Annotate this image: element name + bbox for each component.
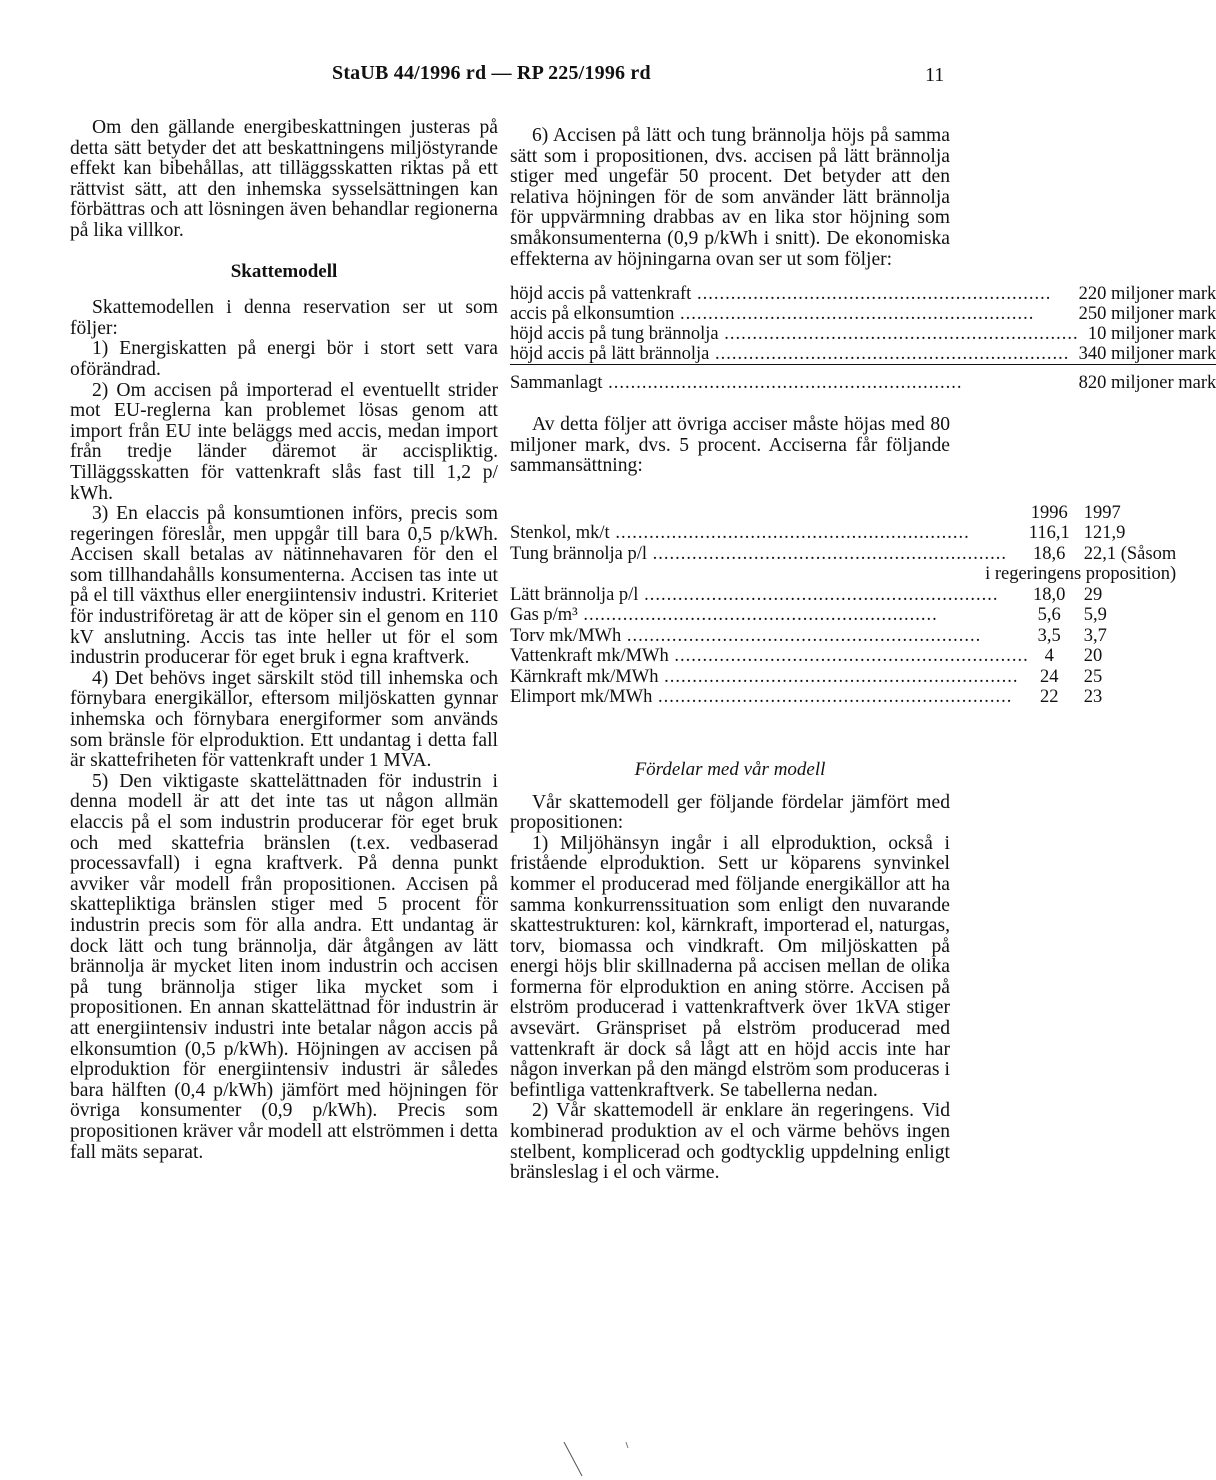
rate-label: Lätt brännolja p/l ..... (510, 585, 1029, 606)
table-note-row (510, 564, 1176, 585)
advantage-2: 2) Vår skattemodell är enklare än regeringens. Vid kombinerad produktion av el och värme behövs ingen stelbent, komplicerad och godtycklig uppdelning enligt bränsleslag i el och värme. (510, 1100, 950, 1184)
effects-label: höjd accis på vattenkraft ..... (510, 284, 1079, 304)
table-row (510, 304, 1216, 324)
rate-label: Elimport mk/MWh ..... (510, 687, 1029, 708)
advantages-intro: Vår skattemodell ger följande fördelar jämfört med propositionen: (510, 791, 950, 834)
page-header (0, 62, 1024, 92)
page-number: 11 (925, 64, 945, 86)
point-4: 4) Det behövs inget särskilt stöd till inhemska och förnybara energikällor, eftersom miljöskatten gynnar inhemska och förnybara energiformer som används som bränsle för elproduktion. Ett undantag i detta fall är skattefriheten för vattenkraft under 1 MVA. (70, 667, 498, 772)
pen-stroke (564, 1442, 582, 1476)
rate-1997: 20 (1083, 646, 1103, 667)
rate-1997: 23 (1083, 687, 1103, 708)
rate-label: Vattenkraft mk/MWh ..... (510, 646, 1029, 667)
table-row (510, 344, 1216, 365)
point-2: 2) Om accisen på importerad el eventuellt strider mot EU-reglerna kan problemet lösas genom att import från EU inte beläggs med accis, medan import från tredje länder däremot är accispliktig. Tilläggsskatten för vattenkraft slås fast till 1,2 p/ kWh. (70, 379, 498, 504)
rate-1997: 3,7 (1083, 625, 1107, 646)
rate-1996: 24 (1039, 666, 1059, 687)
effects-value: 10 miljoner mark (1087, 324, 1216, 345)
subheading-fordelar: Fördelar med vår modell (634, 758, 826, 780)
year-1996-header: 1996 (1030, 502, 1068, 523)
table-header-row (510, 503, 1176, 524)
section-heading-skattemodell: Skattemodell (230, 260, 338, 282)
effects-label: höjd accis på lätt brännolja ..... (510, 344, 1079, 365)
effects-value: 220 miljoner mark (1078, 284, 1216, 305)
year-1997-header: 1997 (1083, 502, 1121, 523)
table-row (510, 667, 1176, 688)
rate-label: Tung brännolja p/l ..... (510, 544, 1029, 565)
rate-label: Torv mk/MWh ..... (510, 626, 1029, 647)
rate-1997: 5,9 (1083, 605, 1107, 626)
total-label: Sammanlagt ..... (510, 365, 1079, 394)
after-table-paragraph: Av detta följer att övriga acciser måste höjas med 80 miljoner mark, dvs. 5 procent. Acciserna får följande sammansättning: (510, 414, 950, 477)
rate-1996: 4 (1044, 646, 1054, 667)
rate-1996: 18,6 (1033, 543, 1066, 564)
rate-1996: 18,0 (1033, 584, 1066, 605)
rate-label: Stenkol, mk/t ..... (510, 523, 1029, 544)
document-title: StaUB 44/1996 rd — RP 225/1996 rd (332, 62, 651, 84)
effects-value: 340 miljoner mark (1078, 344, 1216, 365)
table-row (510, 544, 1176, 565)
table-row (510, 626, 1176, 647)
left-column (70, 118, 498, 1163)
point-5: 5) Den viktigaste skattelättnaden för industrin i denna modell är att det inte tas ut någon allmän elaccis på el som industrin producerar för eget bruk och med skattefria bränslen (t.ex. vedbaserad processavfall) i egna kraftverk. På denna punkt avviker vår modell från propositionen. Accisen på skattepliktiga bränslen stiger med 5 procent för industrin precis som för alla andra. Ett undantag är dock lätt och tung brännolja, där åtgången av lätt brännolja är mycket liten inom industrin och accisen på tung brännolja stiger lika mycket som i propositionen. En annan skattelättnad för industrin är att energiintensiv industri inte betalar någon accis på elkonsumtion (0,5 p/kWh). Höjningen av accisen på elproduktion för energiintensiv industri är således bara hälften (0,4 p/kWh) jämfört med höjningen för övriga konsumenter (0,9 p/kWh). Precis som propositionen kräver vår modell att elströmmen i detta fall mäts separat. (70, 770, 498, 1163)
table-row (510, 324, 1216, 344)
table-row (510, 646, 1176, 667)
table-total-row (510, 365, 1216, 394)
effects-label: accis på elkonsumtion ..... (510, 304, 1079, 324)
rate-1997: 25 (1083, 666, 1103, 687)
table-row (510, 585, 1176, 606)
effects-value: 250 miljoner mark (1078, 304, 1216, 325)
rate-1996: 3,5 (1037, 625, 1061, 646)
rate-1996: 5,6 (1037, 605, 1061, 626)
effects-label: höjd accis på tung brännolja ..... (510, 324, 1079, 344)
table-row (510, 687, 1176, 708)
right-column (510, 125, 1216, 1184)
table-row (510, 605, 1176, 626)
rate-note: i regeringens proposition) (985, 564, 1177, 585)
table-row (510, 523, 1176, 544)
point-3: 3) En elaccis på konsumtionen införs, precis som regeringen föreslår, men uppgår till bara 0,5 p/kWh. Accisen skall betalas av nätinnehavaren för den el som tillhandahålls konsumenterna. Accisen tas inte ut på el till växthus eller energiintensiv industri. Kriteriet för industriföretag är att de köper sin el genom en 110 kV anslutning. Accis tas inte heller ut för el som industrin producerar för eget bruk i egna kraftverk. (70, 503, 498, 669)
section-intro-paragraph: Skattemodellen i denna reservation ser ut som följer: (70, 297, 498, 339)
advantage-1: 1) Miljöhänsyn ingår i all elproduktion, också i fristående elproduktion. Sett ur köparens synvinkel kommer el producerad med följande energikällor att ha samma konkurrenssituation som enligt den nuvarande skattestrukturen: kol, kärnkraft, importerad el, naturgas, torv, biomassa och vindkraft. Om miljöskatten på energi höjs blir skillnaderna på accisen mellan de olika formerna för elproduktion en aning större. Accisen på elström producerad i vattenkraftverk över 1kVA stiger avsevärt. Gränspriset på elström producerad med vattenkraft är dock så lågt att en höjd accis inte har någon inverkan på den mängd elström som produceras i befintliga vattenkraftverk. Se tabellerna nedan. (510, 832, 950, 1101)
rate-label: Kärnkraft mk/MWh ..... (510, 667, 1029, 688)
pen-tick (626, 1442, 628, 1448)
table-row (510, 284, 1216, 304)
spacer (510, 708, 950, 760)
total-value: 820 miljoner mark (1078, 373, 1216, 394)
rate-label: Gas p/m³ ..... (510, 605, 1029, 626)
rate-1996: 22 (1039, 687, 1059, 708)
rate-1996: 116,1 (1028, 523, 1070, 544)
rate-1997: 22,1 (Såsom (1083, 543, 1177, 564)
stray-pen-mark (560, 1440, 630, 1480)
rate-1997: 29 (1083, 584, 1103, 605)
intro-paragraph: Om den gällande energibeskattningen justeras på detta sätt betyder det att beskattningens miljöstyrande effekt kan bibehållas, att tilläggsskatten riktas på ett rättvist sätt, att den inhemska sysselsättningen kan förbättras och att lösningen även behandlar regionerna på lika villkor. (70, 117, 498, 241)
point-1: 1) Energiskatten på energi bör i stort sett vara oförändrad. (70, 338, 498, 380)
rate-1997: 121,9 (1083, 523, 1126, 544)
effects-table (510, 284, 1216, 393)
point-6: 6) Accisen på lätt och tung brännolja höjs på samma sätt som i propositionen, dvs. accisen på lätt brännolja stiger med ungefär 50 procent. Det betyder att den relativa höjningen för de som använder lätt brännolja för uppvärmning drabbas av en lika stor höjning som småkonsumenterna (0,9 p/kWh i snitt). De ekonomiska effekterna av höjningarna ovan ser ut som följer: (510, 125, 950, 270)
rates-table (510, 503, 1176, 708)
